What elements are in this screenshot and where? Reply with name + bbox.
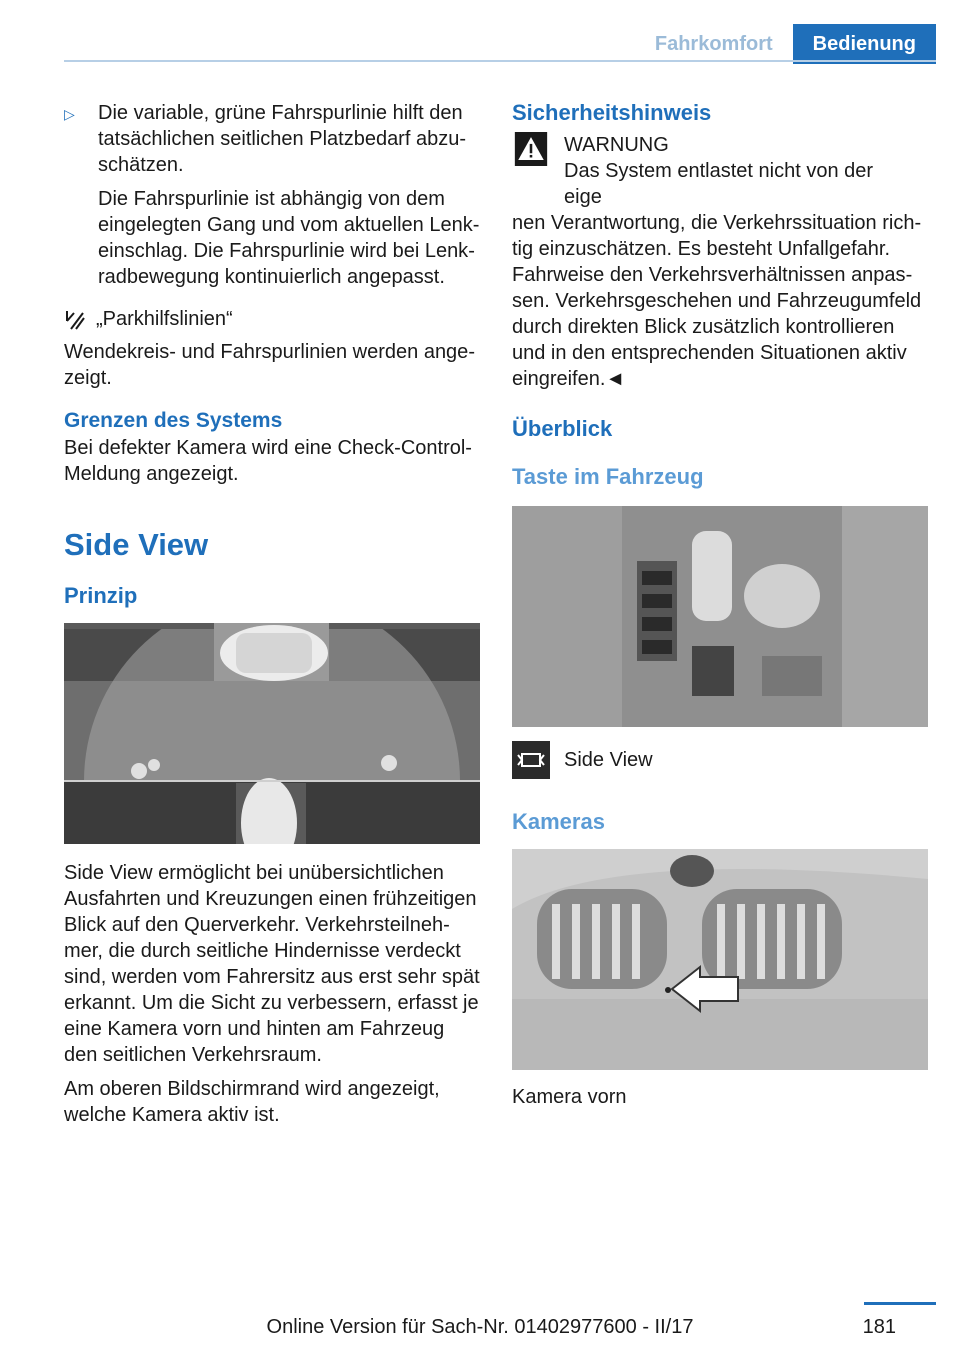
tab-bedienung[interactable]: Bedienung [793, 24, 936, 64]
online-version-text: Online Version für Sach-Nr. 01402977600 - II/17 [266, 1316, 694, 1338]
prinzip-illustration [64, 623, 480, 844]
warning-first-line: Das System entlastet nicht von der eige [564, 160, 874, 208]
sideview-label: Side View [564, 748, 653, 771]
parkhilfslinien-line [64, 308, 480, 331]
warning-text: nen Verantwortung, die Verkehrssituation richtig einzuschätzen. Es besteht Unfallgefahr. Fahrweise den Verkehrsverhältnissen anpassen. Verkehrsgeschehen und Fahrzeugumfeld durch direkten Blick zusätzlich kontrollieren und in den entsprechenden Situationen aktiv eingreifen.◄ [512, 212, 922, 390]
warning-label: WARNUNG [564, 134, 669, 156]
parking-lines-icon [64, 309, 86, 331]
left-column [64, 100, 480, 1136]
warning-triangle-icon [512, 132, 550, 166]
sideview-button-legend [512, 741, 928, 779]
heading-sicherheitshinweis: Sicherheitshinweis [512, 100, 712, 125]
heading-prinzip: Prinzip [64, 583, 138, 608]
warning-block [512, 132, 928, 210]
parkhilfslinien-label: „Parkhilfslinien“ [96, 308, 233, 330]
taste-illustration [512, 506, 928, 727]
side-view-camera-icon [512, 741, 550, 779]
kamera-vorn-illustration [512, 849, 928, 1070]
heading-side-view: Side View [64, 527, 209, 562]
caption-kamera-vorn: Kamera vorn [512, 1086, 627, 1108]
heading-taste-im-fahrzeug: Taste im Fahrzeug [512, 464, 704, 489]
right-column [512, 100, 928, 1118]
tab-fahrkomfort[interactable]: Fahrkomfort [635, 24, 793, 64]
page-number: 181 [862, 1316, 896, 1338]
paragraph-grenzen: Bei defekter Kamera wird eine Check-Control-Meldung angezeigt. [64, 437, 472, 485]
bullet-text-1: Die variable, grüne Fahrspurlinie hilft den tatsächlichen seitlichen Platzbedarf abzuschätzen. [98, 102, 466, 176]
paragraph-wendekreis: Wendekreis- und Fahrspurlinien werden angezeigt. [64, 341, 475, 389]
header-divider [64, 60, 936, 62]
triangle-bullet-icon: ▷ [64, 106, 75, 122]
heading-kameras: Kameras [512, 809, 605, 834]
heading-ueberblick: Überblick [512, 416, 613, 441]
header-tabs [635, 24, 936, 64]
footer-divider [864, 1302, 936, 1305]
paragraph-bildschirm: Am oberen Bildschirmrand wird angezeigt, welche Kamera aktiv ist. [64, 1078, 440, 1126]
heading-grenzen: Grenzen des Systems [64, 409, 283, 432]
paragraph-prinzip: Side View ermöglicht bei unübersichtlichen Ausfahrten und Kreuzungen einen frühzeitigen Blick auf den Querverkehr. Verkehrsteilnehmer, die durch seitliche Hindernisse verdeckt sind, werden vom Fahrersitz aus erst sehr spät erkannt. Um die Sicht zu verbessern, erfasst je eine Kamera vorn und hinten am Fahrzeug den seitlichen Verkehrsraum. [64, 862, 480, 1066]
bullet-item [64, 100, 480, 298]
bullet-text-2: Die Fahrspurlinie ist abhängig von dem eingelegten Gang und vom aktuellen Lenkeinschlag. Die Fahrspurlinie wird bei Lenkradbewegung kontinuierlich angepasst. [98, 188, 480, 288]
